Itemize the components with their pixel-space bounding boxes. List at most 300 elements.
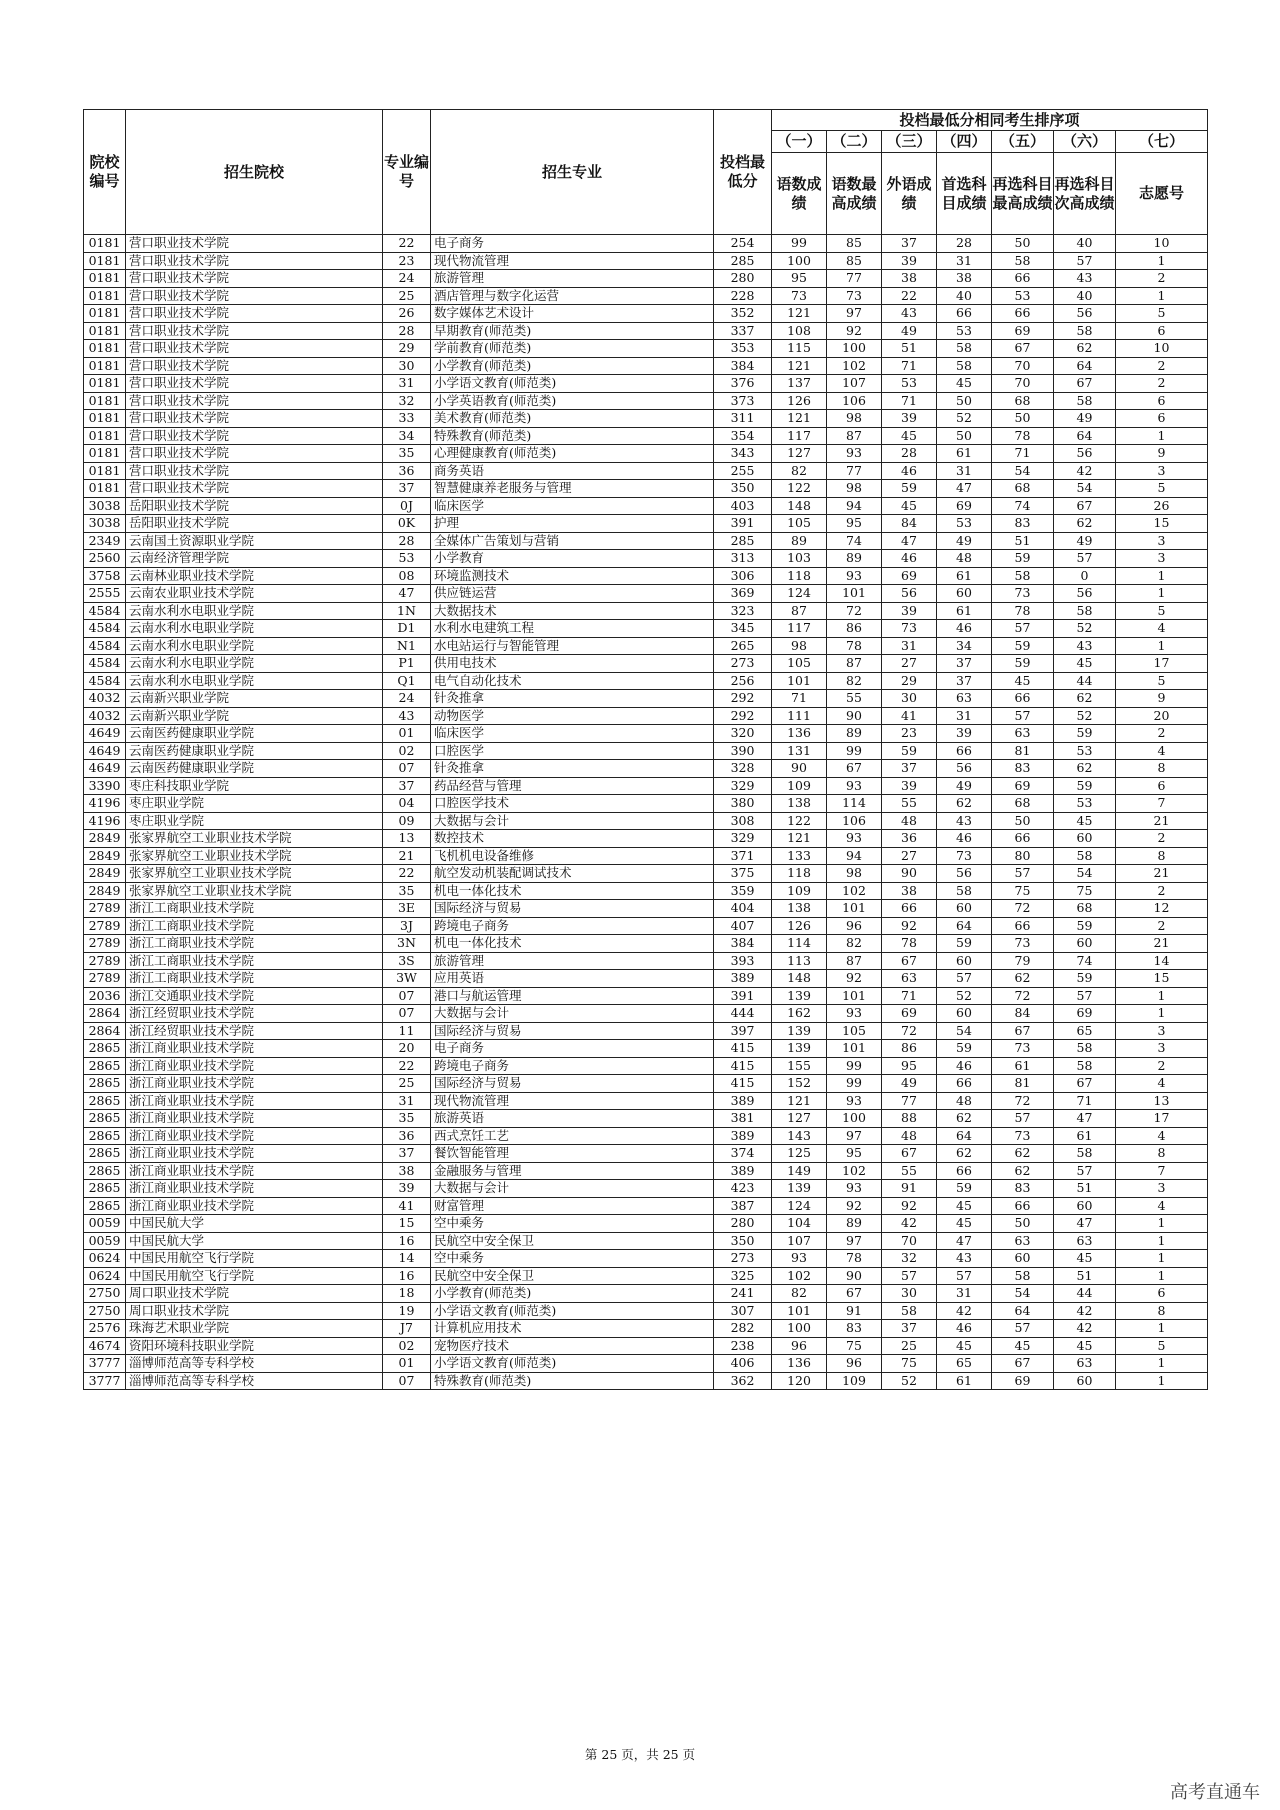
table-row bbox=[84, 1110, 1208, 1128]
cell-score-3: 37 bbox=[882, 760, 937, 778]
cell-score-6: 45 bbox=[1054, 655, 1116, 673]
cell-choice-no: 15 bbox=[1116, 970, 1208, 988]
cell-school-code: 0181 bbox=[84, 235, 126, 253]
cell-school-name: 营口职业技术学院 bbox=[126, 427, 383, 445]
cell-score-1: 108 bbox=[772, 322, 827, 340]
cell-major-code: 09 bbox=[383, 812, 431, 830]
cell-min-score: 397 bbox=[714, 1022, 772, 1040]
cell-major-name: 商务英语 bbox=[431, 462, 714, 480]
cell-score-4: 39 bbox=[937, 725, 992, 743]
cell-min-score: 307 bbox=[714, 1302, 772, 1320]
cell-score-3: 69 bbox=[882, 1005, 937, 1023]
cell-school-name: 中国民用航空飞行学院 bbox=[126, 1267, 383, 1285]
cell-major-name: 临床医学 bbox=[431, 497, 714, 515]
table-row bbox=[84, 532, 1208, 550]
cell-score-1: 105 bbox=[772, 515, 827, 533]
cell-major-name: 财富管理 bbox=[431, 1197, 714, 1215]
cell-school-name: 张家界航空工业职业技术学院 bbox=[126, 882, 383, 900]
cell-score-6: 57 bbox=[1054, 252, 1116, 270]
cell-min-score: 390 bbox=[714, 742, 772, 760]
cell-score-3: 23 bbox=[882, 725, 937, 743]
cell-score-3: 28 bbox=[882, 445, 937, 463]
cell-score-1: 93 bbox=[772, 1250, 827, 1268]
cell-major-code: 30 bbox=[383, 357, 431, 375]
cell-score-5: 69 bbox=[992, 1372, 1054, 1390]
cell-score-3: 67 bbox=[882, 1145, 937, 1163]
cell-school-code: 4584 bbox=[84, 620, 126, 638]
cell-major-code: 02 bbox=[383, 742, 431, 760]
cell-score-2: 109 bbox=[827, 1372, 882, 1390]
cell-school-name: 营口职业技术学院 bbox=[126, 252, 383, 270]
cell-score-5: 84 bbox=[992, 1005, 1054, 1023]
cell-major-name: 宠物医疗技术 bbox=[431, 1337, 714, 1355]
cell-score-3: 91 bbox=[882, 1180, 937, 1198]
cell-major-name: 计算机应用技术 bbox=[431, 1320, 714, 1338]
cell-major-name: 民航空中安全保卫 bbox=[431, 1232, 714, 1250]
cell-score-3: 36 bbox=[882, 830, 937, 848]
cell-score-6: 62 bbox=[1054, 515, 1116, 533]
cell-score-1: 82 bbox=[772, 1285, 827, 1303]
cell-school-name: 营口职业技术学院 bbox=[126, 305, 383, 323]
cell-school-code: 0181 bbox=[84, 252, 126, 270]
cell-school-code: 4649 bbox=[84, 725, 126, 743]
cell-choice-no: 21 bbox=[1116, 812, 1208, 830]
cell-score-1: 96 bbox=[772, 1337, 827, 1355]
cell-school-code: 2789 bbox=[84, 917, 126, 935]
cell-score-5: 62 bbox=[992, 970, 1054, 988]
cell-score-2: 95 bbox=[827, 515, 882, 533]
cell-score-4: 56 bbox=[937, 865, 992, 883]
cell-score-5: 73 bbox=[992, 935, 1054, 953]
cell-major-name: 临床医学 bbox=[431, 725, 714, 743]
cell-score-1: 115 bbox=[772, 340, 827, 358]
cell-min-score: 343 bbox=[714, 445, 772, 463]
cell-score-4: 66 bbox=[937, 305, 992, 323]
header-sort-group: 投档最低分相同考生排序项 bbox=[772, 110, 1208, 131]
table-row bbox=[84, 1320, 1208, 1338]
table-row bbox=[84, 830, 1208, 848]
cell-major-code: 36 bbox=[383, 1127, 431, 1145]
cell-min-score: 380 bbox=[714, 795, 772, 813]
cell-score-3: 45 bbox=[882, 497, 937, 515]
cell-score-2: 92 bbox=[827, 1197, 882, 1215]
cell-score-3: 86 bbox=[882, 1040, 937, 1058]
cell-score-2: 98 bbox=[827, 480, 882, 498]
cell-score-1: 120 bbox=[772, 1372, 827, 1390]
cell-choice-no: 4 bbox=[1116, 1127, 1208, 1145]
cell-score-2: 77 bbox=[827, 270, 882, 288]
cell-score-4: 58 bbox=[937, 882, 992, 900]
cell-choice-no: 2 bbox=[1116, 725, 1208, 743]
table-row bbox=[84, 1337, 1208, 1355]
cell-major-name: 小学教育(师范类) bbox=[431, 1285, 714, 1303]
cell-score-5: 79 bbox=[992, 952, 1054, 970]
cell-school-code: 2849 bbox=[84, 865, 126, 883]
cell-score-4: 64 bbox=[937, 1127, 992, 1145]
cell-score-4: 59 bbox=[937, 935, 992, 953]
cell-min-score: 444 bbox=[714, 1005, 772, 1023]
cell-major-name: 小学教育(师范类) bbox=[431, 357, 714, 375]
cell-score-6: 57 bbox=[1054, 987, 1116, 1005]
cell-major-code: 22 bbox=[383, 235, 431, 253]
cell-score-3: 75 bbox=[882, 1355, 937, 1373]
cell-score-3: 55 bbox=[882, 795, 937, 813]
cell-choice-no: 3 bbox=[1116, 1022, 1208, 1040]
cell-score-3: 58 bbox=[882, 1302, 937, 1320]
cell-score-3: 22 bbox=[882, 287, 937, 305]
cell-score-1: 149 bbox=[772, 1162, 827, 1180]
cell-major-code: P1 bbox=[383, 655, 431, 673]
cell-score-2: 114 bbox=[827, 795, 882, 813]
cell-score-5: 57 bbox=[992, 620, 1054, 638]
cell-score-5: 59 bbox=[992, 655, 1054, 673]
header-school-code: 院校编号 bbox=[84, 110, 126, 235]
cell-choice-no: 8 bbox=[1116, 847, 1208, 865]
cell-score-3: 39 bbox=[882, 410, 937, 428]
cell-score-4: 66 bbox=[937, 1162, 992, 1180]
cell-choice-no: 5 bbox=[1116, 1337, 1208, 1355]
cell-choice-no: 6 bbox=[1116, 1285, 1208, 1303]
cell-score-6: 60 bbox=[1054, 935, 1116, 953]
cell-min-score: 256 bbox=[714, 672, 772, 690]
cell-score-2: 105 bbox=[827, 1022, 882, 1040]
cell-major-name: 针灸推拿 bbox=[431, 760, 714, 778]
cell-score-5: 62 bbox=[992, 1162, 1054, 1180]
cell-score-5: 50 bbox=[992, 812, 1054, 830]
cell-score-4: 45 bbox=[937, 1215, 992, 1233]
cell-score-1: 95 bbox=[772, 270, 827, 288]
cell-score-6: 58 bbox=[1054, 1040, 1116, 1058]
cell-school-code: 0181 bbox=[84, 392, 126, 410]
cell-min-score: 329 bbox=[714, 830, 772, 848]
cell-score-6: 67 bbox=[1054, 1075, 1116, 1093]
cell-school-name: 浙江工商职业技术学院 bbox=[126, 952, 383, 970]
cell-school-name: 枣庄职业学院 bbox=[126, 795, 383, 813]
cell-score-3: 55 bbox=[882, 1162, 937, 1180]
cell-school-code: 2750 bbox=[84, 1285, 126, 1303]
cell-min-score: 325 bbox=[714, 1267, 772, 1285]
cell-school-code: 2865 bbox=[84, 1145, 126, 1163]
cell-major-name: 小学教育 bbox=[431, 550, 714, 568]
cell-school-name: 营口职业技术学院 bbox=[126, 270, 383, 288]
cell-score-1: 100 bbox=[772, 252, 827, 270]
cell-major-name: 现代物流管理 bbox=[431, 1092, 714, 1110]
cell-min-score: 320 bbox=[714, 725, 772, 743]
cell-score-6: 58 bbox=[1054, 602, 1116, 620]
table-row bbox=[84, 375, 1208, 393]
cell-score-1: 111 bbox=[772, 707, 827, 725]
table-row bbox=[84, 1250, 1208, 1268]
cell-choice-no: 2 bbox=[1116, 1057, 1208, 1075]
cell-score-6: 57 bbox=[1054, 550, 1116, 568]
cell-score-6: 54 bbox=[1054, 865, 1116, 883]
cell-major-code: 39 bbox=[383, 1180, 431, 1198]
cell-score-5: 72 bbox=[992, 987, 1054, 1005]
cell-school-code: 4649 bbox=[84, 742, 126, 760]
cell-school-name: 云南水利水电职业学院 bbox=[126, 672, 383, 690]
cell-major-code: 19 bbox=[383, 1302, 431, 1320]
cell-school-code: 2789 bbox=[84, 970, 126, 988]
cell-min-score: 391 bbox=[714, 987, 772, 1005]
cell-major-code: 3W bbox=[383, 970, 431, 988]
cell-score-3: 63 bbox=[882, 970, 937, 988]
table-header bbox=[84, 110, 1208, 235]
cell-major-name: 空中乘务 bbox=[431, 1250, 714, 1268]
cell-score-5: 83 bbox=[992, 760, 1054, 778]
cell-score-3: 43 bbox=[882, 305, 937, 323]
cell-score-1: 103 bbox=[772, 550, 827, 568]
cell-school-name: 资阳环境科技职业学院 bbox=[126, 1337, 383, 1355]
cell-score-3: 48 bbox=[882, 1127, 937, 1145]
table-row bbox=[84, 567, 1208, 585]
cell-choice-no: 7 bbox=[1116, 795, 1208, 813]
cell-major-name: 旅游英语 bbox=[431, 1110, 714, 1128]
cell-score-6: 68 bbox=[1054, 900, 1116, 918]
cell-score-6: 58 bbox=[1054, 847, 1116, 865]
cell-min-score: 423 bbox=[714, 1180, 772, 1198]
cell-score-1: 127 bbox=[772, 1110, 827, 1128]
table-row bbox=[84, 340, 1208, 358]
table-row bbox=[84, 585, 1208, 603]
cell-score-2: 107 bbox=[827, 375, 882, 393]
table-row bbox=[84, 1092, 1208, 1110]
cell-school-code: 0059 bbox=[84, 1215, 126, 1233]
cell-major-name: 小学语文教育(师范类) bbox=[431, 375, 714, 393]
cell-choice-no: 4 bbox=[1116, 1075, 1208, 1093]
cell-choice-no: 26 bbox=[1116, 497, 1208, 515]
cell-choice-no: 2 bbox=[1116, 357, 1208, 375]
cell-score-5: 67 bbox=[992, 1022, 1054, 1040]
cell-score-3: 38 bbox=[882, 270, 937, 288]
subcol-name: 首选科目成绩 bbox=[937, 153, 992, 235]
cell-choice-no: 3 bbox=[1116, 1180, 1208, 1198]
cell-school-name: 浙江工商职业技术学院 bbox=[126, 917, 383, 935]
cell-choice-no: 10 bbox=[1116, 235, 1208, 253]
cell-score-6: 42 bbox=[1054, 462, 1116, 480]
subcol-name: 志愿号 bbox=[1116, 153, 1208, 235]
cell-major-name: 跨境电子商务 bbox=[431, 1057, 714, 1075]
cell-score-5: 57 bbox=[992, 1110, 1054, 1128]
cell-score-5: 64 bbox=[992, 1302, 1054, 1320]
cell-score-2: 89 bbox=[827, 550, 882, 568]
cell-score-2: 99 bbox=[827, 742, 882, 760]
cell-score-6: 43 bbox=[1054, 637, 1116, 655]
cell-score-5: 45 bbox=[992, 672, 1054, 690]
cell-score-2: 106 bbox=[827, 812, 882, 830]
cell-score-2: 101 bbox=[827, 900, 882, 918]
cell-choice-no: 13 bbox=[1116, 1092, 1208, 1110]
cell-school-code: 2865 bbox=[84, 1040, 126, 1058]
cell-school-code: 0181 bbox=[84, 322, 126, 340]
cell-score-5: 58 bbox=[992, 1267, 1054, 1285]
cell-score-4: 69 bbox=[937, 497, 992, 515]
cell-major-name: 全媒体广告策划与营销 bbox=[431, 532, 714, 550]
cell-score-6: 63 bbox=[1054, 1232, 1116, 1250]
subcol-number: （四） bbox=[937, 131, 992, 153]
cell-score-4: 31 bbox=[937, 252, 992, 270]
cell-score-2: 100 bbox=[827, 1110, 882, 1128]
cell-score-1: 126 bbox=[772, 917, 827, 935]
cell-score-2: 96 bbox=[827, 1355, 882, 1373]
cell-score-4: 52 bbox=[937, 987, 992, 1005]
cell-score-6: 42 bbox=[1054, 1302, 1116, 1320]
cell-score-3: 92 bbox=[882, 1197, 937, 1215]
cell-major-code: 0K bbox=[383, 515, 431, 533]
cell-choice-no: 2 bbox=[1116, 375, 1208, 393]
cell-score-1: 162 bbox=[772, 1005, 827, 1023]
table-row bbox=[84, 1005, 1208, 1023]
cell-major-code: 08 bbox=[383, 567, 431, 585]
cell-choice-no: 1 bbox=[1116, 1215, 1208, 1233]
cell-score-3: 30 bbox=[882, 1285, 937, 1303]
cell-school-code: 4584 bbox=[84, 602, 126, 620]
cell-major-code: 41 bbox=[383, 1197, 431, 1215]
cell-school-code: 4196 bbox=[84, 795, 126, 813]
cell-score-5: 83 bbox=[992, 1180, 1054, 1198]
cell-major-code: 07 bbox=[383, 760, 431, 778]
cell-score-1: 71 bbox=[772, 690, 827, 708]
cell-major-code: 53 bbox=[383, 550, 431, 568]
cell-score-6: 45 bbox=[1054, 812, 1116, 830]
cell-school-name: 中国民航大学 bbox=[126, 1232, 383, 1250]
cell-score-3: 71 bbox=[882, 392, 937, 410]
table-row bbox=[84, 1162, 1208, 1180]
cell-score-5: 71 bbox=[992, 445, 1054, 463]
cell-major-name: 特殊教育(师范类) bbox=[431, 427, 714, 445]
cell-major-code: 31 bbox=[383, 1092, 431, 1110]
cell-school-name: 营口职业技术学院 bbox=[126, 357, 383, 375]
table-row bbox=[84, 462, 1208, 480]
cell-major-name: 供用电技术 bbox=[431, 655, 714, 673]
cell-major-name: 早期教育(师范类) bbox=[431, 322, 714, 340]
cell-major-name: 航空发动机装配调试技术 bbox=[431, 865, 714, 883]
cell-min-score: 384 bbox=[714, 935, 772, 953]
cell-major-name: 餐饮智能管理 bbox=[431, 1145, 714, 1163]
cell-score-1: 136 bbox=[772, 725, 827, 743]
cell-score-6: 45 bbox=[1054, 1337, 1116, 1355]
cell-major-code: 24 bbox=[383, 690, 431, 708]
table-row bbox=[84, 1215, 1208, 1233]
cell-score-3: 39 bbox=[882, 602, 937, 620]
cell-score-3: 84 bbox=[882, 515, 937, 533]
cell-score-6: 75 bbox=[1054, 882, 1116, 900]
cell-score-4: 61 bbox=[937, 602, 992, 620]
cell-major-name: 供应链运营 bbox=[431, 585, 714, 603]
cell-major-code: 36 bbox=[383, 462, 431, 480]
cell-score-2: 89 bbox=[827, 1215, 882, 1233]
cell-school-name: 浙江工商职业技术学院 bbox=[126, 900, 383, 918]
cell-choice-no: 1 bbox=[1116, 1372, 1208, 1390]
cell-score-3: 31 bbox=[882, 637, 937, 655]
cell-score-1: 138 bbox=[772, 900, 827, 918]
cell-major-code: 02 bbox=[383, 1337, 431, 1355]
cell-score-6: 54 bbox=[1054, 480, 1116, 498]
cell-choice-no: 1 bbox=[1116, 637, 1208, 655]
cell-score-6: 49 bbox=[1054, 410, 1116, 428]
cell-score-2: 102 bbox=[827, 1162, 882, 1180]
cell-school-name: 浙江商业职业技术学院 bbox=[126, 1110, 383, 1128]
cell-score-1: 98 bbox=[772, 637, 827, 655]
cell-score-5: 59 bbox=[992, 637, 1054, 655]
cell-score-2: 77 bbox=[827, 462, 882, 480]
cell-major-name: 国际经济与贸易 bbox=[431, 900, 714, 918]
table-row bbox=[84, 1197, 1208, 1215]
cell-school-name: 云南林业职业技术学院 bbox=[126, 567, 383, 585]
cell-score-5: 73 bbox=[992, 1040, 1054, 1058]
cell-score-2: 106 bbox=[827, 392, 882, 410]
cell-score-4: 46 bbox=[937, 620, 992, 638]
cell-score-5: 58 bbox=[992, 567, 1054, 585]
cell-score-4: 59 bbox=[937, 1180, 992, 1198]
cell-score-1: 148 bbox=[772, 497, 827, 515]
cell-score-2: 94 bbox=[827, 497, 882, 515]
cell-score-1: 139 bbox=[772, 1180, 827, 1198]
cell-school-code: 3390 bbox=[84, 777, 126, 795]
table-row bbox=[84, 655, 1208, 673]
cell-score-6: 56 bbox=[1054, 305, 1116, 323]
cell-major-name: 小学语文教育(师范类) bbox=[431, 1302, 714, 1320]
cell-score-3: 32 bbox=[882, 1250, 937, 1268]
cell-min-score: 415 bbox=[714, 1075, 772, 1093]
cell-score-1: 127 bbox=[772, 445, 827, 463]
cell-min-score: 376 bbox=[714, 375, 772, 393]
cell-score-6: 42 bbox=[1054, 1320, 1116, 1338]
cell-score-6: 40 bbox=[1054, 235, 1116, 253]
table-row bbox=[84, 1232, 1208, 1250]
cell-school-name: 浙江商业职业技术学院 bbox=[126, 1092, 383, 1110]
cell-major-code: 01 bbox=[383, 725, 431, 743]
cell-score-4: 45 bbox=[937, 1337, 992, 1355]
cell-min-score: 273 bbox=[714, 1250, 772, 1268]
cell-score-5: 66 bbox=[992, 270, 1054, 288]
cell-school-name: 中国民用航空飞行学院 bbox=[126, 1250, 383, 1268]
cell-score-6: 59 bbox=[1054, 725, 1116, 743]
cell-score-6: 71 bbox=[1054, 1092, 1116, 1110]
cell-school-name: 云南水利水电职业学院 bbox=[126, 655, 383, 673]
cell-choice-no: 3 bbox=[1116, 550, 1208, 568]
cell-major-code: 22 bbox=[383, 865, 431, 883]
cell-score-6: 45 bbox=[1054, 1250, 1116, 1268]
cell-major-code: 0J bbox=[383, 497, 431, 515]
cell-choice-no: 3 bbox=[1116, 462, 1208, 480]
cell-school-name: 浙江交通职业技术学院 bbox=[126, 987, 383, 1005]
table-row bbox=[84, 847, 1208, 865]
cell-school-name: 岳阳职业技术学院 bbox=[126, 497, 383, 515]
cell-min-score: 393 bbox=[714, 952, 772, 970]
cell-major-name: 西式烹饪工艺 bbox=[431, 1127, 714, 1145]
cell-major-code: 18 bbox=[383, 1285, 431, 1303]
cell-school-code: 3038 bbox=[84, 497, 126, 515]
cell-min-score: 389 bbox=[714, 1127, 772, 1145]
cell-school-name: 珠海艺术职业学院 bbox=[126, 1320, 383, 1338]
cell-choice-no: 21 bbox=[1116, 865, 1208, 883]
cell-school-name: 营口职业技术学院 bbox=[126, 392, 383, 410]
cell-choice-no: 20 bbox=[1116, 707, 1208, 725]
cell-score-5: 78 bbox=[992, 427, 1054, 445]
cell-major-code: 29 bbox=[383, 340, 431, 358]
cell-score-2: 74 bbox=[827, 532, 882, 550]
cell-score-3: 30 bbox=[882, 690, 937, 708]
cell-min-score: 345 bbox=[714, 620, 772, 638]
cell-score-1: 133 bbox=[772, 847, 827, 865]
cell-major-code: 16 bbox=[383, 1267, 431, 1285]
cell-score-2: 101 bbox=[827, 987, 882, 1005]
table-row bbox=[84, 515, 1208, 533]
cell-major-name: 跨境电子商务 bbox=[431, 917, 714, 935]
table-row bbox=[84, 357, 1208, 375]
cell-choice-no: 4 bbox=[1116, 1197, 1208, 1215]
cell-score-4: 40 bbox=[937, 287, 992, 305]
